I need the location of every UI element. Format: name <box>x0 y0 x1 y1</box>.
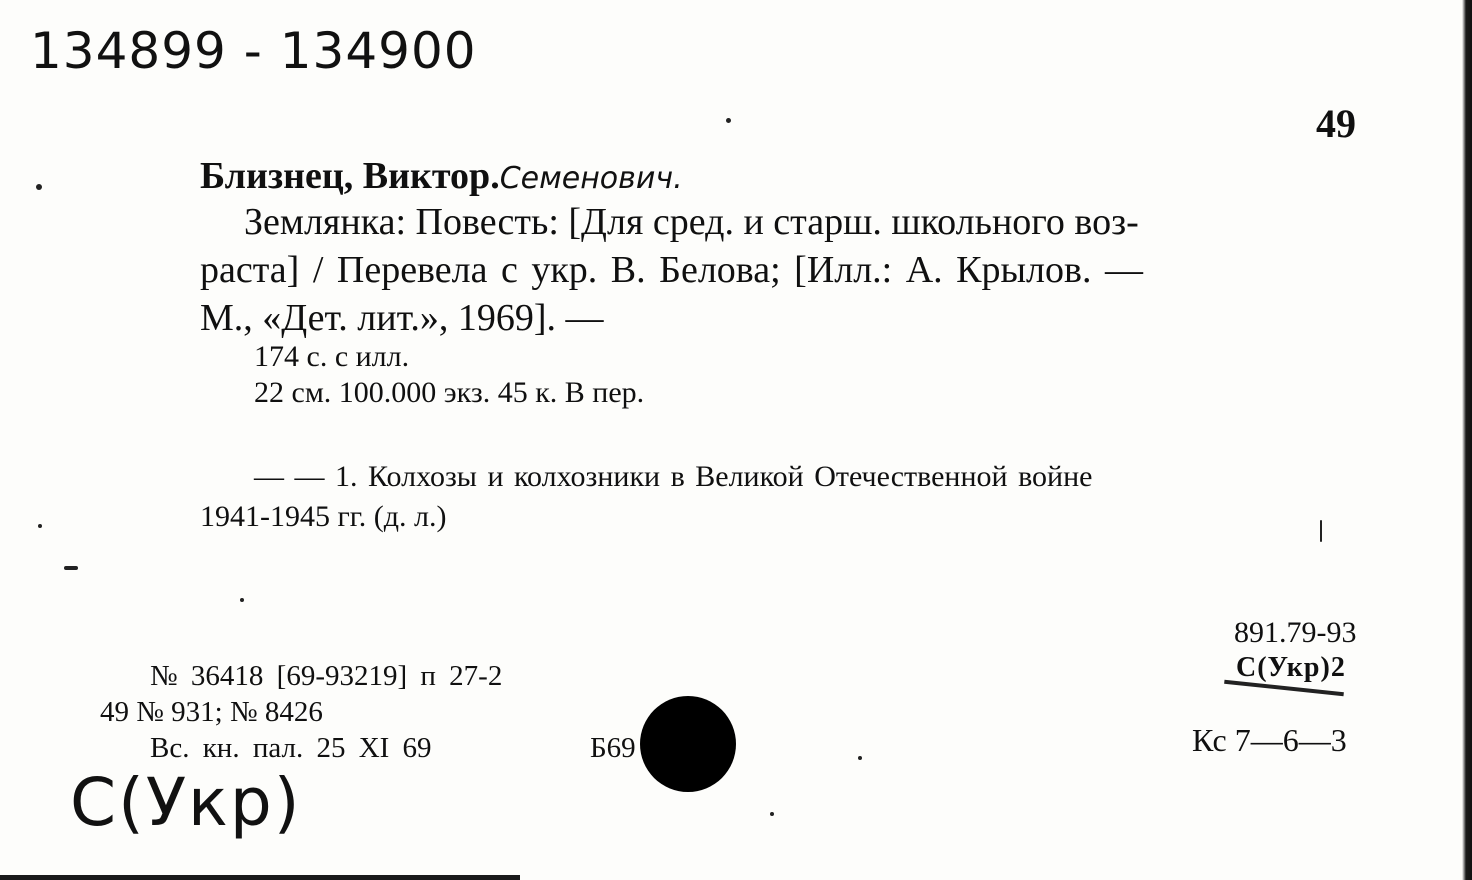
author-heading <box>200 154 683 198</box>
description-line-2: раста] / Перевела с укр. В. Белова; [Илл.: А. Крылов. — <box>200 249 1143 291</box>
author-mark: Кс 7—6—3 <box>1192 722 1347 758</box>
author-name: Близнец, Виктор. <box>200 155 500 197</box>
udc-index: 891.79-93 <box>1234 616 1357 649</box>
card-number: 49 <box>1316 101 1356 146</box>
card-bottom-edge <box>0 875 520 880</box>
description-line-3: М., «Дет. лит.», 1969]. — <box>200 297 604 339</box>
record-line-1: № 36418 [69-93219] п 27-2 <box>150 660 503 692</box>
punch-hole <box>640 696 736 792</box>
record-line-2: 49 № 931; № 8426 <box>100 696 323 728</box>
subject-line-2: 1941-1945 гг. (д. л.) <box>200 500 447 533</box>
speck <box>240 598 244 602</box>
handwritten-patronymic: Семенович. <box>499 161 683 196</box>
speck <box>726 118 731 123</box>
classification-code: С(Укр)2 <box>1236 652 1346 683</box>
handwritten-inventory-numbers: 134899 - 134900 <box>30 22 477 80</box>
speck <box>38 524 42 528</box>
physical-line-2: 22 см. 100.000 экз. 45 к. В пер. <box>254 376 645 409</box>
handwritten-shelf-code: С(Укр) <box>70 764 302 841</box>
stamp-fragment: Б69 <box>590 732 636 764</box>
speck <box>36 184 42 190</box>
card-edge-shadow <box>1462 0 1472 880</box>
speck <box>770 812 774 816</box>
physical-line-1: 174 с. с илл. <box>254 340 410 373</box>
speck <box>858 756 862 760</box>
subject-line-1: — — 1. Колхозы и колхозники в Великой Отечественной войне <box>254 460 1093 493</box>
record-line-3: Вс. кн. пал. 25 XI 69 <box>150 732 432 764</box>
description-line-1: Землянка: Повесть: [Для сред. и старш. школьного воз- <box>244 201 1139 243</box>
speck <box>64 566 78 570</box>
speck <box>1320 520 1322 542</box>
